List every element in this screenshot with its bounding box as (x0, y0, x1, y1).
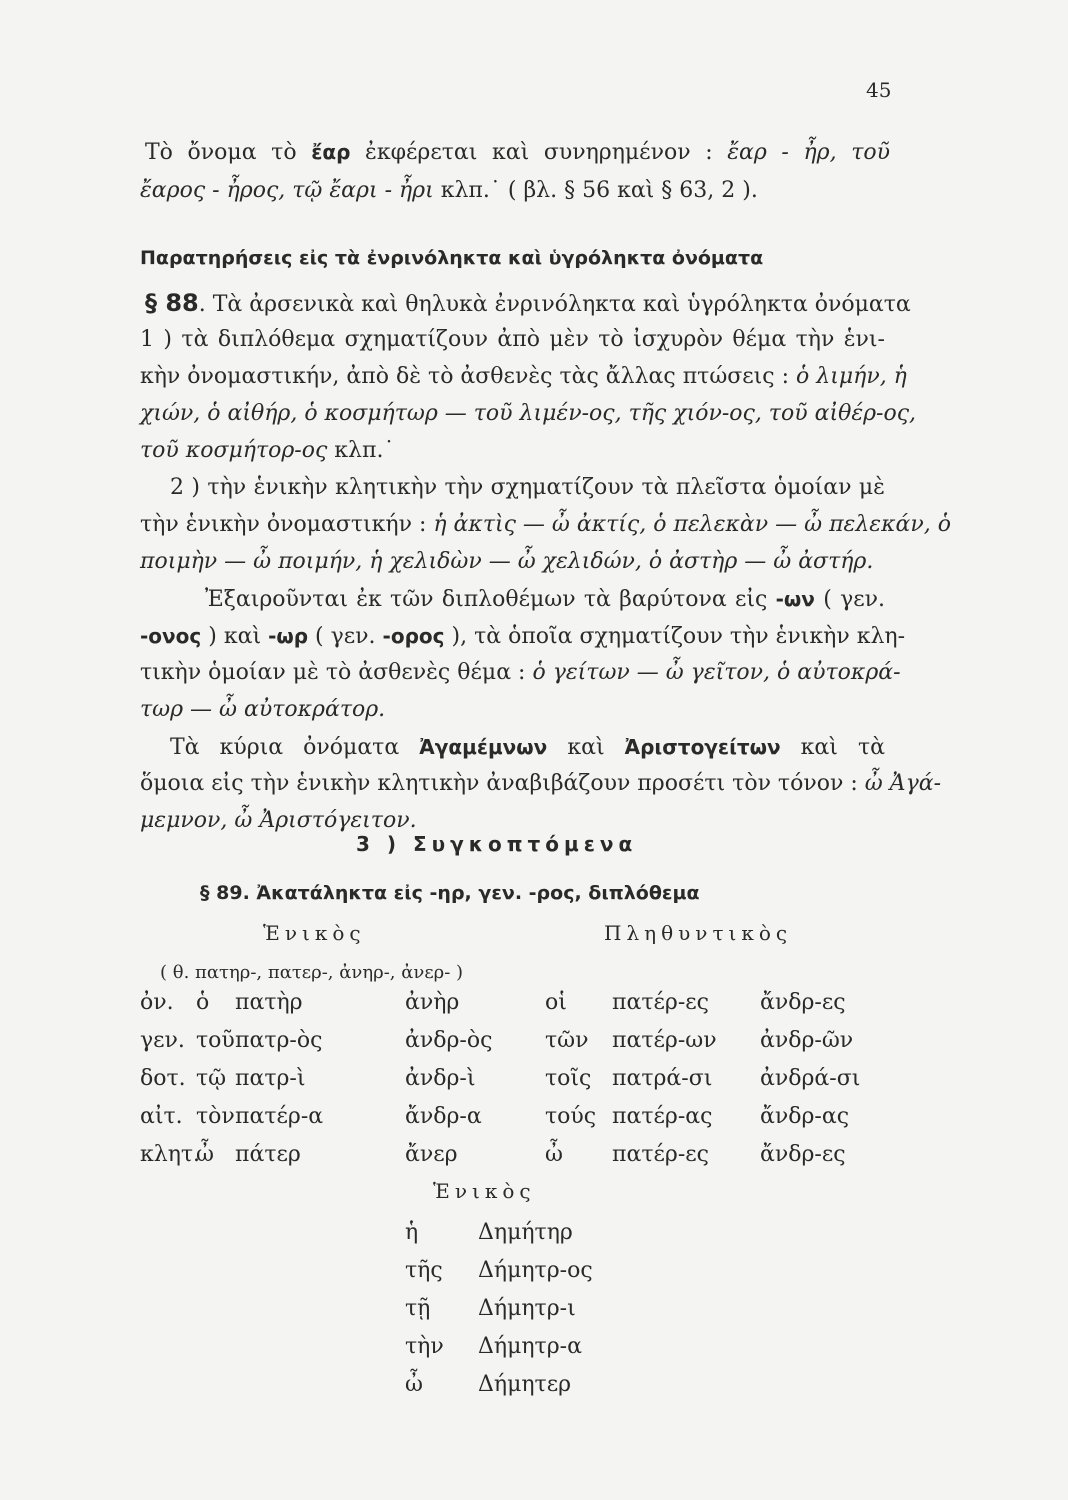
italic-example: ἡ ἀκτὶς — ὦ ἀκτίς, ὁ πελεκὰν — ὦ πελεκάν, ὁ (433, 512, 951, 537)
table-cell-pw2: ἄνδρ-ας (760, 1104, 850, 1129)
table-cell-part: οἱ (545, 990, 567, 1015)
table-cell-w1: πάτερ (235, 1142, 301, 1167)
table-cell-part: τοῖς (545, 1066, 592, 1091)
text: ( γεν. (814, 587, 885, 612)
text: τὴν ἑνικὴν ὀνομαστικήν : (140, 512, 434, 537)
table-cell-pw2: ἀνδρ-ῶν (760, 1028, 854, 1053)
table-cell-part: τῶν (545, 1028, 589, 1053)
italic-example: ὦ Ἀγά- (864, 771, 942, 796)
par89-title (200, 877, 700, 909)
table-cell-word: Δήμητρ-α (478, 1334, 582, 1359)
intro-line-1 (145, 136, 890, 169)
table-cell-part: τούς (545, 1104, 597, 1129)
text: κὴν ὀνομαστικήν, ἀπὸ δὲ τὸ ἀσθενὲς τὰς ἄλλας πτώσεις : (140, 364, 797, 389)
table-cell-word: Δήμητρ-ι (478, 1296, 576, 1321)
table-cell-art: τῷ (196, 1066, 227, 1091)
table-cell-art: ὦ (196, 1142, 214, 1167)
par88-line-4: χιών, ὁ αἰθήρ, ὁ κοσμήτωρ — τοῦ λιμέν-ος, τῆς χιόν-ος, τοῦ αἰθέρ-ος, (140, 401, 917, 426)
par88-line-5 (140, 435, 394, 467)
plural-label: Πληθυντικὸς (604, 921, 793, 945)
table-cell-pw1: πατέρ-ας (612, 1104, 713, 1129)
bold-ending: -ορος (382, 624, 445, 648)
par88-line-15: μεμνον, ὦ Ἀριστόγειτον. (140, 808, 417, 833)
text: . Τὰ ἀρσενικὰ καὶ θηλυκὰ ἐνρινόληκτα καὶ ὑγρόληκτα ὀνόματα (198, 292, 911, 317)
bold-ending: -ονος (140, 624, 202, 648)
table-cell-pw1: πατέρ-ων (612, 1028, 717, 1053)
table-cell-pw2: ἄνδρ-ες (760, 1142, 846, 1167)
bold-name: Ἀριστογείτων (624, 735, 781, 759)
bold-ending: -ωρ (268, 624, 309, 648)
text: κλπ.˙ (327, 438, 395, 463)
table-cell-pw1: πατέρ-ες (612, 1142, 709, 1167)
italic-example: ἔαρ - ἦρ, τοῦ (727, 140, 890, 165)
italic-example: ἔαρος - ἦρος, τῷ ἔαρι - ἦρι (140, 178, 434, 203)
par88-line-12: τωρ — ὦ αὐτοκράτορ. (140, 697, 386, 722)
text: καὶ τὰ (780, 735, 885, 760)
section-heading: Παρατηρήσεις εἰς τὰ ἐνρινόληκτα καὶ ὑγρόληκτα ὀνόματα (140, 247, 764, 269)
text: Τὰ κύρια ὀνόματα (170, 735, 420, 760)
par88-line-9 (205, 583, 885, 616)
table-cell-word: Δήμητρ-ος (478, 1258, 593, 1283)
par88-line-8: ποιμὴν — ὦ ποιμήν, ἡ χελιδὼν — ὦ χελιδών, ὁ ἀστὴρ — ὦ ἀστήρ. (140, 549, 874, 574)
table-cell-w2: ἀνδρ-ὶ (405, 1066, 476, 1091)
table-cell-art: τῆς (405, 1258, 443, 1283)
bold-ending: -ων (775, 587, 815, 611)
table-cell-case: κλητ. (140, 1142, 201, 1167)
table-cell-case: αἰτ. (140, 1104, 183, 1129)
table-cell-w1: πατρ-ὸς (235, 1028, 323, 1053)
table-cell-art: ὁ (196, 990, 210, 1015)
text: ἐκφέρεται καὶ συνηρημένον : (350, 140, 728, 165)
table-cell-w1: πατέρ-α (235, 1104, 324, 1129)
text: ) καὶ (201, 624, 269, 649)
table-cell-pw2: ἀνδρά-σι (760, 1066, 861, 1091)
table-cell-w2: ἀνὴρ (405, 990, 460, 1015)
singular-label-demeter: Ἑνικὸς (433, 1179, 536, 1203)
table-cell-art: ἡ (405, 1220, 419, 1245)
table-cell-pw1: πατέρ-ες (612, 990, 709, 1015)
table-cell-w2: ἄνερ (405, 1142, 458, 1167)
text: κλπ.˙ ( βλ. § 56 καὶ § 63, 2 ). (433, 178, 758, 203)
table-cell-w2: ἀνδρ-ὸς (405, 1028, 493, 1053)
singular-label: Ἑνικὸς (263, 921, 366, 945)
text: ( γεν. (308, 624, 383, 649)
table-cell-art: ὦ (405, 1372, 423, 1397)
text: . Ἀκατάληκτα εἰς -ηρ, γεν. -ρος, διπλόθεμα (242, 882, 700, 904)
table-cell-art: τὴν (405, 1334, 444, 1359)
intro-line-2 (140, 175, 758, 207)
table-cell-art: τὸν (196, 1104, 235, 1129)
section-number: § 89 (200, 882, 243, 904)
table-cell-case: ὀν. (140, 990, 174, 1015)
par88-line-11 (140, 657, 901, 689)
italic-example: τοῦ κοσμήτορ-ος (140, 438, 328, 463)
table-cell-art: τῇ (405, 1296, 431, 1321)
italic-example: ὁ γείτων — ὦ γεῖτον, ὁ αὐτοκρά- (532, 660, 901, 685)
par88-line-13 (170, 731, 885, 764)
par88-line-14 (140, 768, 942, 800)
text: Ἐξαιροῦνται ἐκ τῶν διπλοθέμων τὰ βαρύτονα εἰς (205, 587, 776, 612)
table-cell-w1: πατρ-ὶ (235, 1066, 306, 1091)
theme-note: ( θ. πατηρ-, πατερ-, ἀνηρ-, ἀνερ- ) (160, 962, 464, 983)
par88-line-2: 1 ) τὰ διπλόθεμα σχηματίζουν ἀπὸ μὲν τὸ ἰσχυρὸν θέμα τὴν ἑνι- (140, 327, 885, 352)
par88-line-7 (140, 509, 951, 541)
section-number: § 88 (145, 289, 199, 317)
par88-line-10 (140, 620, 906, 653)
table-cell-part: ὦ (545, 1142, 563, 1167)
text: ), τὰ ὁποῖα σχηματίζουν τὴν ἑνικὴν κλη- (444, 624, 906, 649)
bold-term: ἔαρ (311, 140, 351, 164)
text: τικὴν ὁμοίαν μὲ τὸ ἀσθενὲς θέμα : (140, 660, 533, 685)
table-cell-pw1: πατρά-σι (612, 1066, 713, 1091)
page-number: 45 (866, 78, 892, 102)
table-cell-art: τοῦ (196, 1028, 235, 1053)
table-cell-case: δοτ. (140, 1066, 186, 1091)
text: καὶ (547, 735, 625, 760)
table-cell-pw2: ἄνδρ-ες (760, 990, 846, 1015)
par88-line-6: 2 ) τὴν ἑνικὴν κλητικὴν τὴν σχηματίζουν τὰ πλεῖστα ὁμοίαν μὲ (170, 475, 885, 500)
par88-line-1 (145, 287, 911, 321)
text: ὅμοια εἰς τὴν ἑνικὴν κλητικὴν ἀναβιβάζουν προσέτι τὸν τόνον : (140, 771, 865, 796)
subsection-title: 3 ) Συγκοπτόμενα (356, 832, 638, 856)
table-cell-word: Δημήτηρ (478, 1220, 573, 1245)
par88-line-3 (140, 361, 907, 393)
table-cell-case: γεν. (140, 1028, 185, 1053)
table-cell-w2: ἄνδρ-α (405, 1104, 482, 1129)
bold-name: Ἀγαμέμνων (419, 735, 548, 759)
text: Τὸ ὄνομα τὸ (145, 140, 312, 165)
table-cell-word: Δήμητερ (478, 1372, 572, 1397)
italic-example: ὁ λιμήν, ἡ (796, 364, 907, 389)
table-cell-w1: πατὴρ (235, 990, 303, 1015)
